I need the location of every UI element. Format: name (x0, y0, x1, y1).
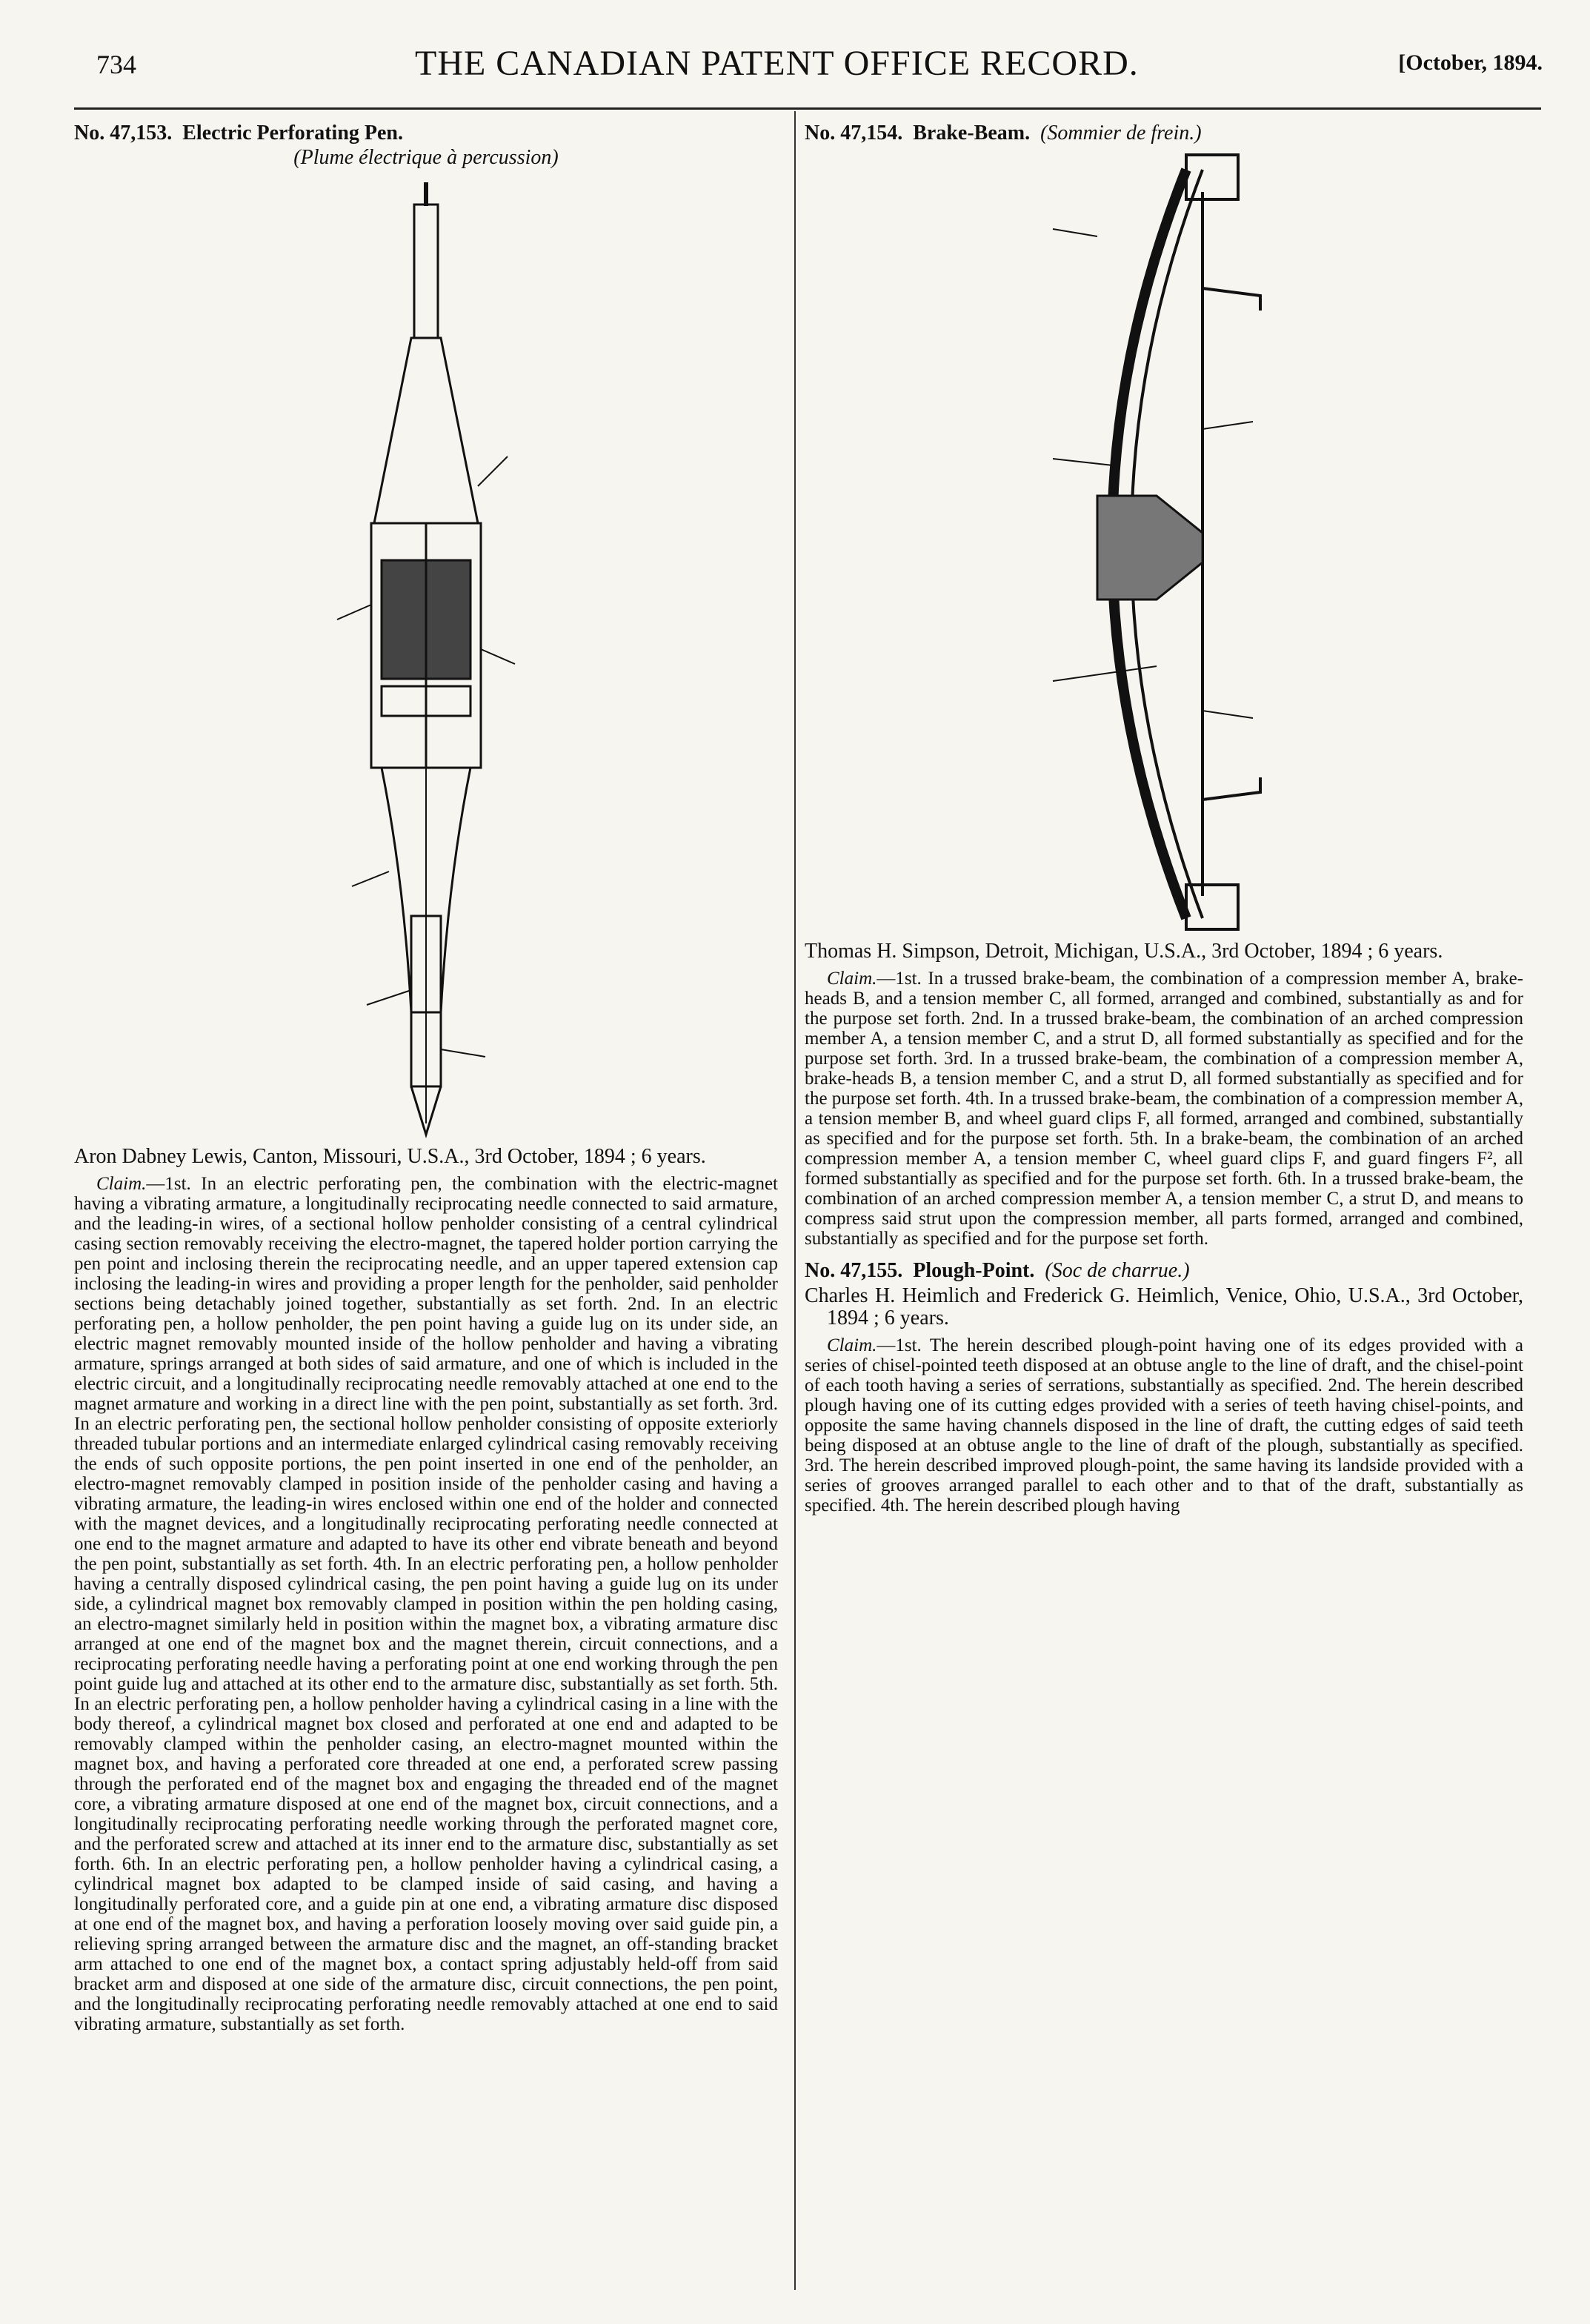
claim-label: Claim. (827, 1335, 877, 1355)
issue-date: [October, 1894. (1398, 50, 1543, 75)
claim-label: Claim. (96, 1174, 147, 1194)
patent-number: No. 47,154. (805, 122, 903, 145)
page-number: 734 (96, 50, 136, 79)
brake-beam-figure (1008, 147, 1320, 940)
claim-text: —1st. The herein described plough-point having one of its edges provided with a series of chisel-pointed teeth disposed at an obtuse angle to the line of draft, and the chisel-point of each tooth having a series of serrations, substantially as specified. 2nd. The herein described plough having one of its cutting edges provided with a series of teeth having chisel-points, and opposite the same having channels disposed in the line of draft, the cutting edges of said teeth being disposed at an obtuse angle to the line of draft of the plough, substantially as specified. 3rd. The herein described improved plough-point, the same having its landside provided with a series of grooves arranged parallel to each other and to that of the draft, substantially as specified. 4th. The herein described plough having (805, 1335, 1523, 1515)
patent-inventor: Aron Dabney Lewis, Canton, Missouri, U.S.A., 3rd October, 1894 ; 6 years. (74, 1145, 706, 1168)
header-rule (74, 107, 1541, 110)
patent-french-title: (Soc de charrue.) (1045, 1259, 1190, 1282)
claim-text: —1st. In an electric perforating pen, the combination with the electric-magnet having a vibrating armature, a longitudinally reciprocating needle connected to said armature, and the leading-in wires, of a sectional hollow penholder consisting of a central cylindrical casing section removably receiving the electro-magnet, the tapered holder portion carrying the pen point and inclosing therein the reciprocating needle, and an upper tapered extension cap inclosing the leading-in wires and providing a proper length for the penholder, said penholder sections being detachably joined together, substantially as set forth. 2nd. In an electric perforating pen, a hollow penholder, the pen point having a guide lug on its under side, an electric magnet removably mounted inside of the hollow penholder and having a vibrating armature, springs arranged at both sides of said armature, and one of which is included in the electric circuit, and a longitudinally reciprocating needle removably attached at one end to the magnet armature and working in a direct line with the pen point, substantially as set forth. 3rd. In an electric perforating pen, the sectional hollow penholder consisting of opposite exteriorly threaded tubular portions and an intermediate enlarged cylindrical casing removably receiving the ends of such opposite portions, the pen point inserted in one end of the penholder, an electro-magnet removably clamped in position inside of the penholder casing and having a vibrating armature, the leading-in wires enclosed within one end of the holder and connected with the magnet devices, and a longitudinally reciprocating perforating needle connected at one end to the magnet armature and adapted to have its other end vibrate beneath and beyond the pen point, substantially as set forth. 4th. In an electric perforating pen, a hollow penholder having a centrally disposed cylindrical casing, the pen point having a guide lug on its under side, a cylindrical magnet box removably clamped in position within the pen holding casing, an electro-magnet similarly held in position within the magnet box, a vibrating armature disc arranged at one end of the magnet box and the magnet therein, circuit connections, and a reciprocating perforating needle having a perforating point at one end working through the pen point guide lug and attached at its other end to the armature disc, substantially as set forth. 5th. In an electric perforating pen, a hollow penholder having a cylindrical casing in a line with the body thereof, a cylindrical magnet box closed and perforated at one end and adapted to be removably clamped within the penholder casing, an electro-magnet mounted within the magnet box, and having a perforated core threaded at one end, a perforated screw passing through the perforated end of the magnet box and engaging the threaded end of the magnet core, a vibrating armature disposed at one end of the magnet box, circuit connections, and a longitudinally reciprocating perforating needle working through the perforated magnet core, and the perforated screw and attached at its inner end to the armature disc, substantially as set forth. 6th. In an electric perforating pen, a hollow penholder having a cylindrical casing, a cylindrical magnet box adapted to be clamped inside of said casing, and having a longitudinally perforated core, and a guide pin at one end, a vibrating armature disc disposed at one end of the magnet box, and having a perforation loosely moving over said guide pin, a relieving spring arranged between the armature disc and the magnet, an off-standing bracket arm attached to one end of the magnet box, a contact spring adjustably held-off from said bracket arm and disposed at one side of the armature disc, circuit connections, the pen point, and the longitudinally reciprocating perforating needle removably attached at one end to said vibrating armature, substantially as set forth. (74, 1174, 778, 2034)
claim-label: Claim. (827, 969, 877, 989)
patent-french-title: (Sommier de frein.) (1040, 122, 1202, 145)
patent-heading (805, 1261, 1523, 1281)
patent-number: No. 47,155. (805, 1259, 903, 1282)
patent-claim (74, 1174, 778, 2034)
right-column (805, 123, 1523, 1515)
patent-number: No. 47,153. (74, 122, 173, 145)
column-divider (794, 111, 796, 2290)
patent-heading (74, 123, 778, 143)
claim-text: —1st. In a trussed brake-beam, the combination of a compression member A, brake-heads B, and a tension member C, all formed, arranged and combined, substantially as and for the purpose set forth. 2nd. In a trussed brake-beam, the combination of an arched compression member A, a tension member C, and a strut D, all formed substantially as specified and for the purpose set forth. 3rd. In a trussed brake-beam, the combination of a compression member A, brake-heads B, a tension member C, and a strut D, all formed substantially as specified and for the purpose set forth. 4th. In a trussed brake-beam, the combination of a compression member A, a tension member B, and wheel guard clips F, all formed, arranged and combined, substantially as specified and for the purpose set forth. 5th. In a brake-beam, the combination of an arched compression member A, a tension member C, wheel guard clips F, and guard fingers F², all formed substantially as specified and for the purpose set forth. 6th. In a trussed brake-beam, the combination of an arched compression member A, a tension member C, a strut D, and means to compress said strut upon the compression member, all parts formed, arranged and combined, substantially as specified and for the purpose set forth. (805, 969, 1523, 1249)
patent-inventor: Thomas H. Simpson, Detroit, Michigan, U.S.A., 3rd October, 1894 ; 6 years. (805, 940, 1443, 963)
patent-title: Electric Perforating Pen. (182, 122, 403, 145)
patent-heading (805, 123, 1523, 143)
page-header (96, 43, 1543, 95)
patent-french-title: (Plume électrique à percussion) (293, 146, 559, 169)
pen-figure (300, 175, 552, 1146)
patent-claim (805, 1335, 1523, 1515)
left-column (74, 123, 778, 2034)
patent-title: Brake-Beam. (913, 122, 1031, 145)
patent-inventor: Charles H. Heimlich and Frederick G. Heimlich, Venice, Ohio, U.S.A., 3rd October, 1894 ; 6 years. (805, 1284, 1523, 1329)
publication-title: THE CANADIAN PATENT OFFICE RECORD. (415, 44, 1139, 83)
patent-title: Plough-Point. (913, 1259, 1035, 1282)
patent-claim (805, 969, 1523, 1249)
